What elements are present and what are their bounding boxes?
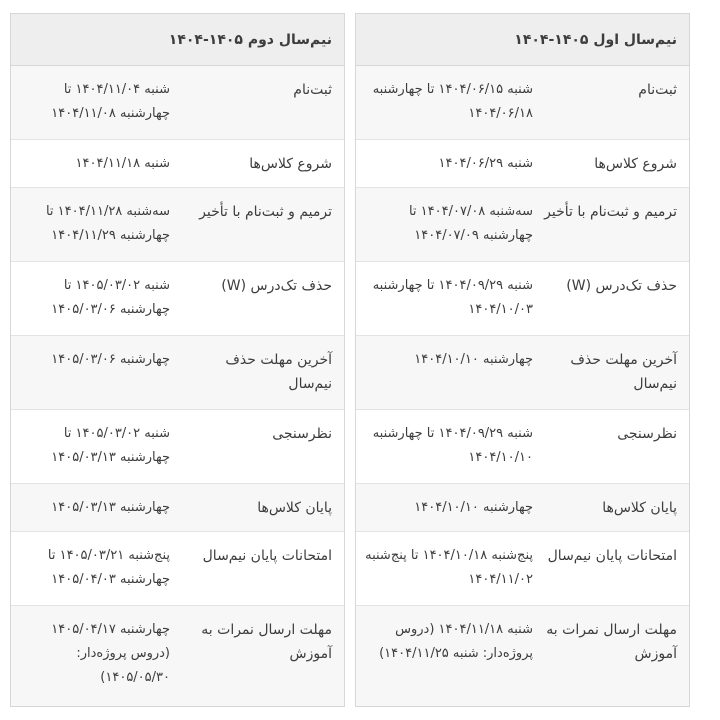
table-row (11, 336, 344, 410)
table-row (11, 532, 344, 606)
row-value: شنبه ۱۴۰۴/۱۱/۱۸ (دروس پروژه‌دار: شنبه ۱۴۰۴/۱۱/۲۵) (379, 622, 533, 661)
row-label: امتحانات پایان نیم‌سال (202, 548, 332, 564)
table-row (356, 336, 689, 410)
table-row (356, 262, 689, 336)
row-value: چهارشنبه ۱۴۰۴/۱۰/۱۰ (414, 500, 533, 515)
table-row (11, 188, 344, 262)
row-label: مهلت ارسال نمرات به آموزش (201, 622, 332, 662)
row-value: پنج‌شنبه ۱۴۰۵/۰۳/۲۱ تا چهارشنبه ۱۴۰۵/۰۴/۰۳ (47, 548, 170, 587)
row-value: شنبه ۱۴۰۴/۰۹/۲۹ تا چهارشنبه ۱۴۰۴/۱۰/۰۳ (372, 278, 533, 317)
row-label: مهلت ارسال نمرات به آموزش (546, 622, 677, 662)
row-value: پنج‌شنبه ۱۴۰۴/۱۰/۱۸ تا پنج‌شنبه ۱۴۰۴/۱۱/۰۲ (365, 548, 533, 587)
row-label: ترمیم و ثبت‌نام با تأخیر (544, 204, 677, 220)
row-label: نظرسنجی (617, 426, 677, 442)
table-row (11, 484, 344, 532)
semester1-table (355, 13, 690, 707)
table-row (11, 410, 344, 484)
table-row (356, 188, 689, 262)
row-label: آخرین مهلت حذف نیم‌سال (570, 352, 677, 392)
row-label: ترمیم و ثبت‌نام با تأخیر (199, 204, 332, 220)
row-label: امتحانات پایان نیم‌سال (547, 548, 677, 564)
row-value: سه‌شنبه ۱۴۰۴/۰۷/۰۸ تا چهارشنبه ۱۴۰۴/۰۷/۰۹ (408, 204, 533, 243)
row-label: حذف تک‌درس (W) (221, 278, 332, 294)
row-value: شنبه ۱۴۰۵/۰۳/۰۲ تا چهارشنبه ۱۴۰۵/۰۳/۱۳ (51, 426, 170, 465)
semester2-rows (11, 66, 344, 706)
table-row (356, 484, 689, 532)
row-value: شنبه ۱۴۰۴/۰۶/۱۵ تا چهارشنبه ۱۴۰۴/۰۶/۱۸ (372, 82, 533, 121)
semester1-title: نیم‌سال اول ۱۴۰۵-۱۴۰۴ (356, 14, 689, 66)
row-label: ثبت‌نام (638, 82, 677, 98)
row-label: پایان کلاس‌ها (257, 500, 332, 516)
table-row (11, 262, 344, 336)
row-label: پایان کلاس‌ها (602, 500, 677, 516)
table-row (356, 532, 689, 606)
semester1-rows (356, 66, 689, 706)
row-value: چهارشنبه ۱۴۰۵/۰۴/۱۷ (دروس پروژه‌دار: ۱۴۰۵/۰۵/۳۰) (51, 622, 170, 685)
table-row (356, 606, 689, 706)
row-label: شروع کلاس‌ها (249, 156, 332, 172)
row-value: شنبه ۱۴۰۴/۰۶/۲۹ (438, 156, 533, 171)
row-value: چهارشنبه ۱۴۰۵/۰۳/۰۶ (51, 352, 170, 367)
row-value: شنبه ۱۴۰۵/۰۳/۰۲ تا چهارشنبه ۱۴۰۵/۰۳/۰۶ (51, 278, 170, 317)
table-row (11, 606, 344, 706)
row-value: شنبه ۱۴۰۴/۱۱/۱۸ (75, 156, 170, 171)
row-label: حذف تک‌درس (W) (566, 278, 677, 294)
table-row (356, 66, 689, 140)
row-label: ثبت‌نام (293, 82, 332, 98)
table-row (356, 140, 689, 188)
table-row (356, 410, 689, 484)
row-label: آخرین مهلت حذف نیم‌سال (225, 352, 332, 392)
table-row (11, 66, 344, 140)
semester2-title: نیم‌سال دوم ۱۴۰۵-۱۴۰۴ (11, 14, 344, 66)
row-value: چهارشنبه ۱۴۰۵/۰۳/۱۳ (51, 500, 170, 515)
row-value: چهارشنبه ۱۴۰۴/۱۰/۱۰ (414, 352, 533, 367)
row-label: شروع کلاس‌ها (594, 156, 677, 172)
semester2-table (10, 13, 345, 707)
table-row (11, 140, 344, 188)
row-value: شنبه ۱۴۰۴/۱۱/۰۴ تا چهارشنبه ۱۴۰۴/۱۱/۰۸ (51, 82, 170, 121)
row-value: شنبه ۱۴۰۴/۰۹/۲۹ تا چهارشنبه ۱۴۰۴/۱۰/۱۰ (372, 426, 533, 465)
row-label: نظرسنجی (272, 426, 332, 442)
row-value: سه‌شنبه ۱۴۰۴/۱۱/۲۸ تا چهارشنبه ۱۴۰۴/۱۱/۲۹ (45, 204, 170, 243)
